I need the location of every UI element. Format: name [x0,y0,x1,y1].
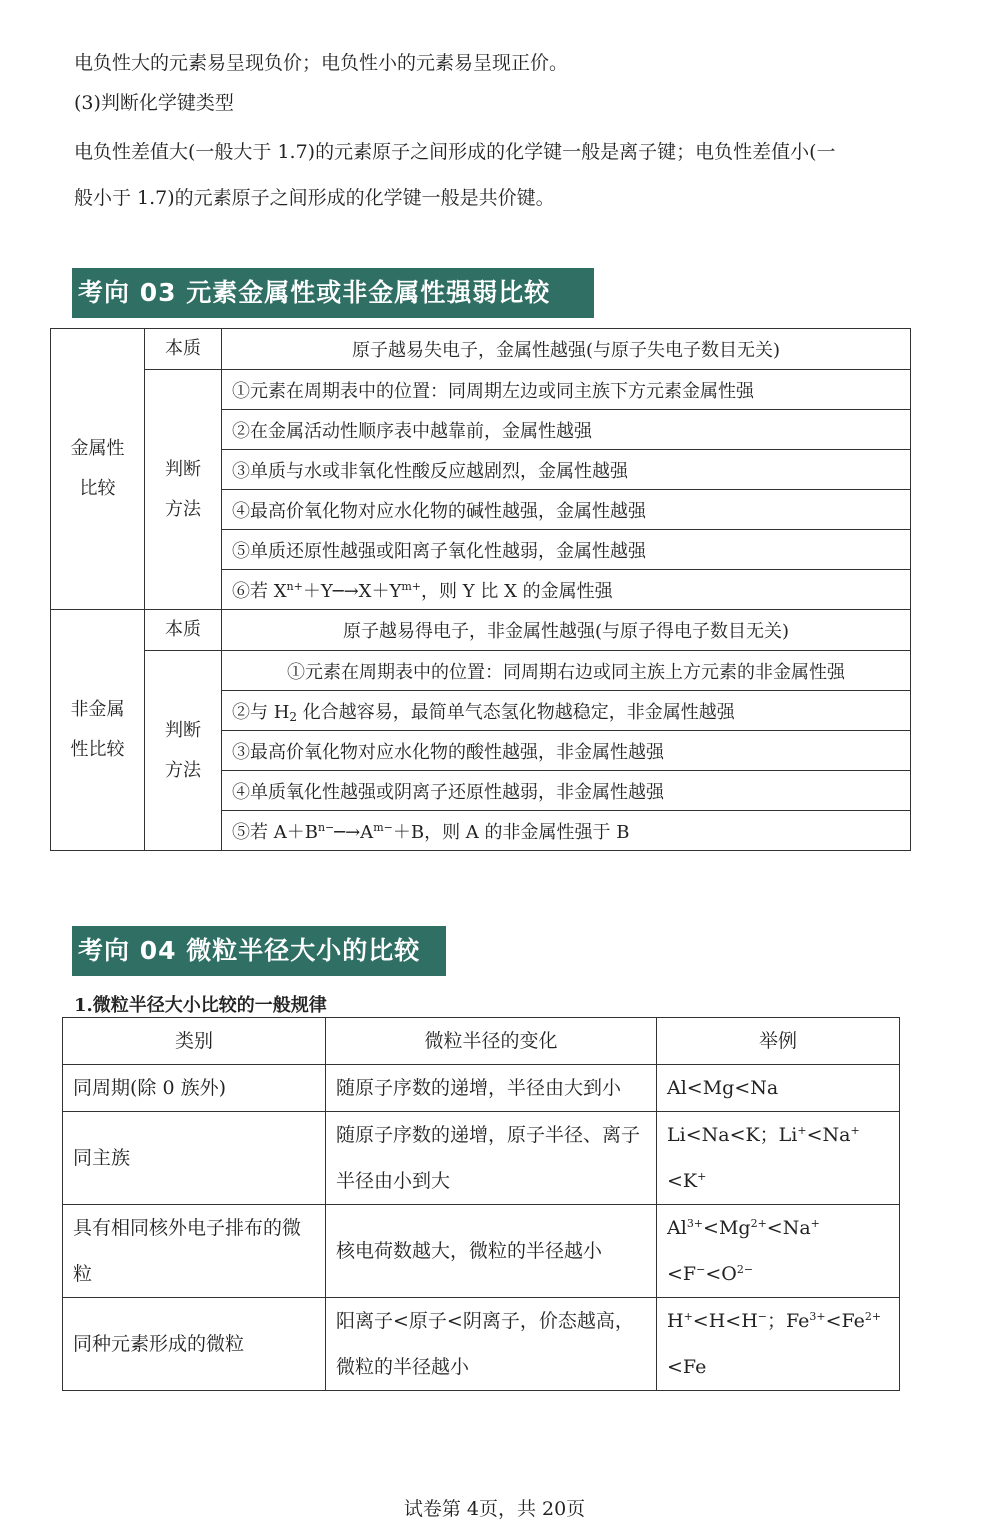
page-footer: 试卷第 4页，共 20页 [403,1498,586,1520]
radius-row-change: 随原子序数的递增，原子半径、离子半径由小到大 [326,1112,657,1205]
radius-row-change: 随原子序数的递增，半径由大到小 [326,1065,657,1112]
nonmetal-method-label [145,651,222,851]
nonmetal-method-2: ②与 $H_2$ 化合越容易，最简单气态氢化物越稳定，非金属性越强 [222,691,911,731]
metal-method-6: ⑥若 $X^{n+}+Y─\to X+Y^{m+}$，则 Y 比 X 的金属性强 [222,570,911,610]
metal-category-line1: 金属性 [70,438,125,459]
nonmetal-essence-text: 原子越易得电子，非金属性越强(与原子得电子数目无关) [222,610,911,651]
intro-line-4: 般小于 1.7)的元素原子之间形成的化学键一般是共价键。 [74,187,555,209]
nonmetal-essence-label: 本质 [145,610,222,651]
radius-header-category: 类别 [63,1018,326,1065]
metal-method-line2: 方法 [165,498,201,520]
metal-category-line2: 比较 [79,478,116,499]
nonmetal-category-line2: 性比较 [70,739,125,760]
section-04-heading: 考向 04 微粒半径大小的比较 [72,926,446,976]
nonmetal-category-line1: 非金属 [70,699,125,720]
radius-row-example: Li<Na<K；Li+<Na+<K+ [657,1112,900,1205]
radius-header-change: 微粒半径的变化 [326,1018,657,1065]
metal-essence-text: 原子越易失电子，金属性越强(与原子失电子数目无关) [222,329,911,370]
radius-row-example: $Al^{3+}<Mg^{2+}<Na^+<F^-<O^{2-}$ [657,1205,900,1298]
radius-row-change: 核电荷数越大，微粒的半径越小 [326,1205,657,1298]
radius-row-change: 阳离子<原子<阴离子，价态越高，微粒的半径越小 [326,1298,657,1391]
metal-method-4: ④最高价氧化物对应水化物的碱性越强，金属性越强 [222,490,911,530]
radius-row-example: Al<Mg<Na [657,1065,900,1112]
nonmetal-method-line1: 判断 [165,719,201,741]
radius-header-example: 举例 [657,1018,900,1065]
radius-row-category: 同种元素形成的微粒 [63,1298,326,1391]
section-03-heading: 考向 03 元素金属性或非金属性强弱比较 [72,268,594,318]
metal-method-1: ①元素在周期表中的位置：同周期左边或同主族下方元素金属性强 [222,370,911,410]
metallicity-table [50,328,911,851]
intro-line-3: 电负性差值大(一般大于 1.7)的元素原子之间形成的化学键一般是离子键；电负性差值小(一 [74,141,836,163]
radius-table [62,1017,900,1391]
nonmetal-method-1: ①元素在周期表中的位置：同周期右边或同主族上方元素的非金属性强 [222,651,911,691]
intro-line-1: 电负性大的元素易呈现负价；电负性小的元素易呈现正价。 [74,52,569,74]
radius-row-category: 同周期(除 0 族外) [63,1065,326,1112]
nonmetal-method-3: ③最高价氧化物对应水化物的酸性越强，非金属性越强 [222,731,911,771]
nonmetal-method-5: ⑤若 $A+B^{n-}─\to A^{m-}+B$，则 A 的非金属性强于 B [222,811,911,851]
metal-method-5: ⑤单质还原性越强或阳离子氧化性越弱，金属性越强 [222,530,911,570]
nonmetal-method-4: ④单质氧化性越强或阴离子还原性越弱，非金属性越强 [222,771,911,811]
nonmetal-category [51,610,145,851]
radius-row-example: H+<H<H−；$Fe^{3+}<Fe^{2+}<Fe$ [657,1298,900,1391]
section-04-subtitle: 1.微粒半径大小比较的一般规律 [74,995,327,1016]
metal-method-2: ②在金属活动性顺序表中越靠前，金属性越强 [222,410,911,450]
metal-method-label [145,370,222,610]
metal-method-3: ③单质与水或非氧化性酸反应越剧烈，金属性越强 [222,450,911,490]
nonmetal-method-line2: 方法 [165,759,201,781]
radius-row-category: 具有相同核外电子排布的微粒 [63,1205,326,1298]
metal-method-line1: 判断 [165,458,201,480]
metal-category [51,329,145,610]
metal-essence-label: 本质 [145,329,222,370]
intro-line-2: (3)判断化学键类型 [74,92,234,114]
radius-row-category: 同主族 [63,1112,326,1205]
